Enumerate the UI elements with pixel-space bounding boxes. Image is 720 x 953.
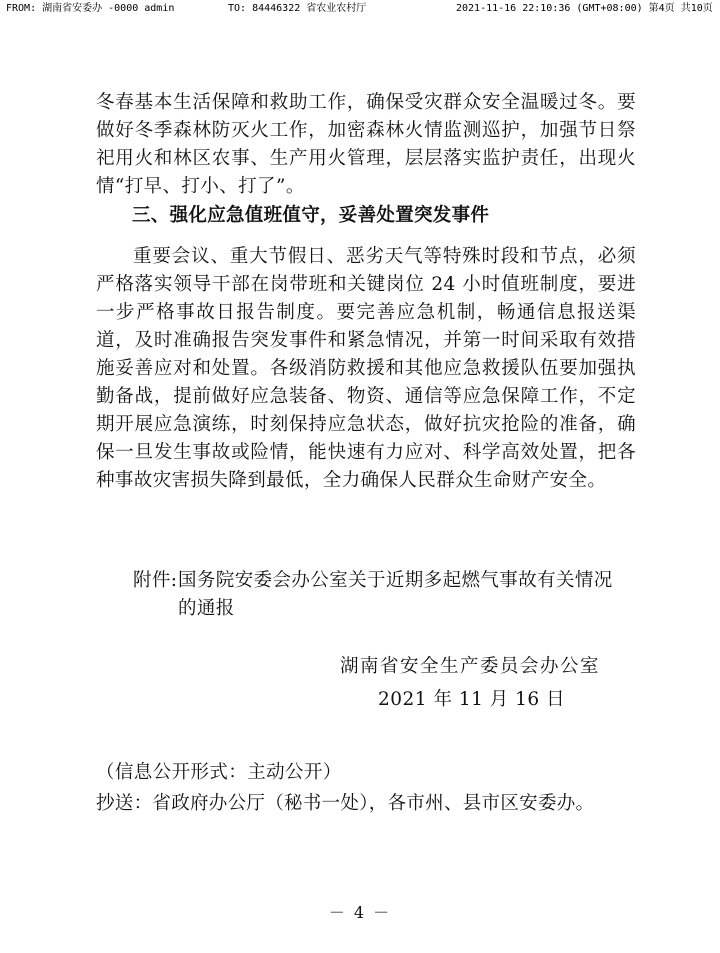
fax-timestamp: 2021-11-16 22:10:36 (GMT+08:00) 第4页 共10页 xyxy=(456,3,713,14)
cc-recipients: 抄送：省政府办公厅（秘书一处），各市州、县市区安委办。 xyxy=(96,793,595,814)
fax-header xyxy=(0,0,720,20)
disclosure-type: （信息公开形式：主动公开） xyxy=(96,762,342,783)
paragraph-continued: 冬春基本生活保障和救助工作，确保受灾群众安全温暖过冬。要做好冬季森林防灭火工作，加密森林火情监测巡护，加强节日祭祀用火和林区农事、生产用火管理，层层落实监护责任，出现火情“打早、打小、打了”。 xyxy=(96,92,636,197)
issue-date: 2021 年 11 月 16 日 xyxy=(378,689,566,710)
attachment-title-line2: 的通报 xyxy=(178,598,235,619)
page-number: － 4 － xyxy=(328,903,392,922)
attachment-title-line1: 国务院安委会办公室关于近期多起燃气事故有关情况 xyxy=(178,570,613,591)
paragraph-emergency-duty: 重要会议、重大节假日、恶劣天气等特殊时段和节点，必须严格落实领导干部在岗带班和关键岗位 24 小时值班制度，要进一步严格事故日报告制度。要完善应急机制，畅通信息报送渠道，及时准确报告突发事件和紧急情况，并第一时间采取有效措施妥善应对和处置。各级消防救援和其他应急救援队伍要加强执勤备战，提前做好应急装备、物资、通信等应急保障工作，不定期开展应急演练，时刻保持应急状态，做好抗灾抢险的准备，确保一旦发生事故或险情，能快速有力应对、科学高效处置，把各种事故灾害损失降到最低，全力确保人民群众生命财产安全。 xyxy=(96,246,636,491)
fax-to: TO: 84446322 省农业农村厅 xyxy=(228,3,367,14)
fax-from: FROM: 湖南省安委办 -0000 admin xyxy=(6,3,175,14)
attachment-label: 附件: xyxy=(133,570,178,591)
section-heading: 三、强化应急值班值守，妥善处置突发事件 xyxy=(132,205,490,226)
attachment-title xyxy=(178,567,648,623)
issuer-name: 湖南省安全生产委员会办公室 xyxy=(340,656,601,677)
